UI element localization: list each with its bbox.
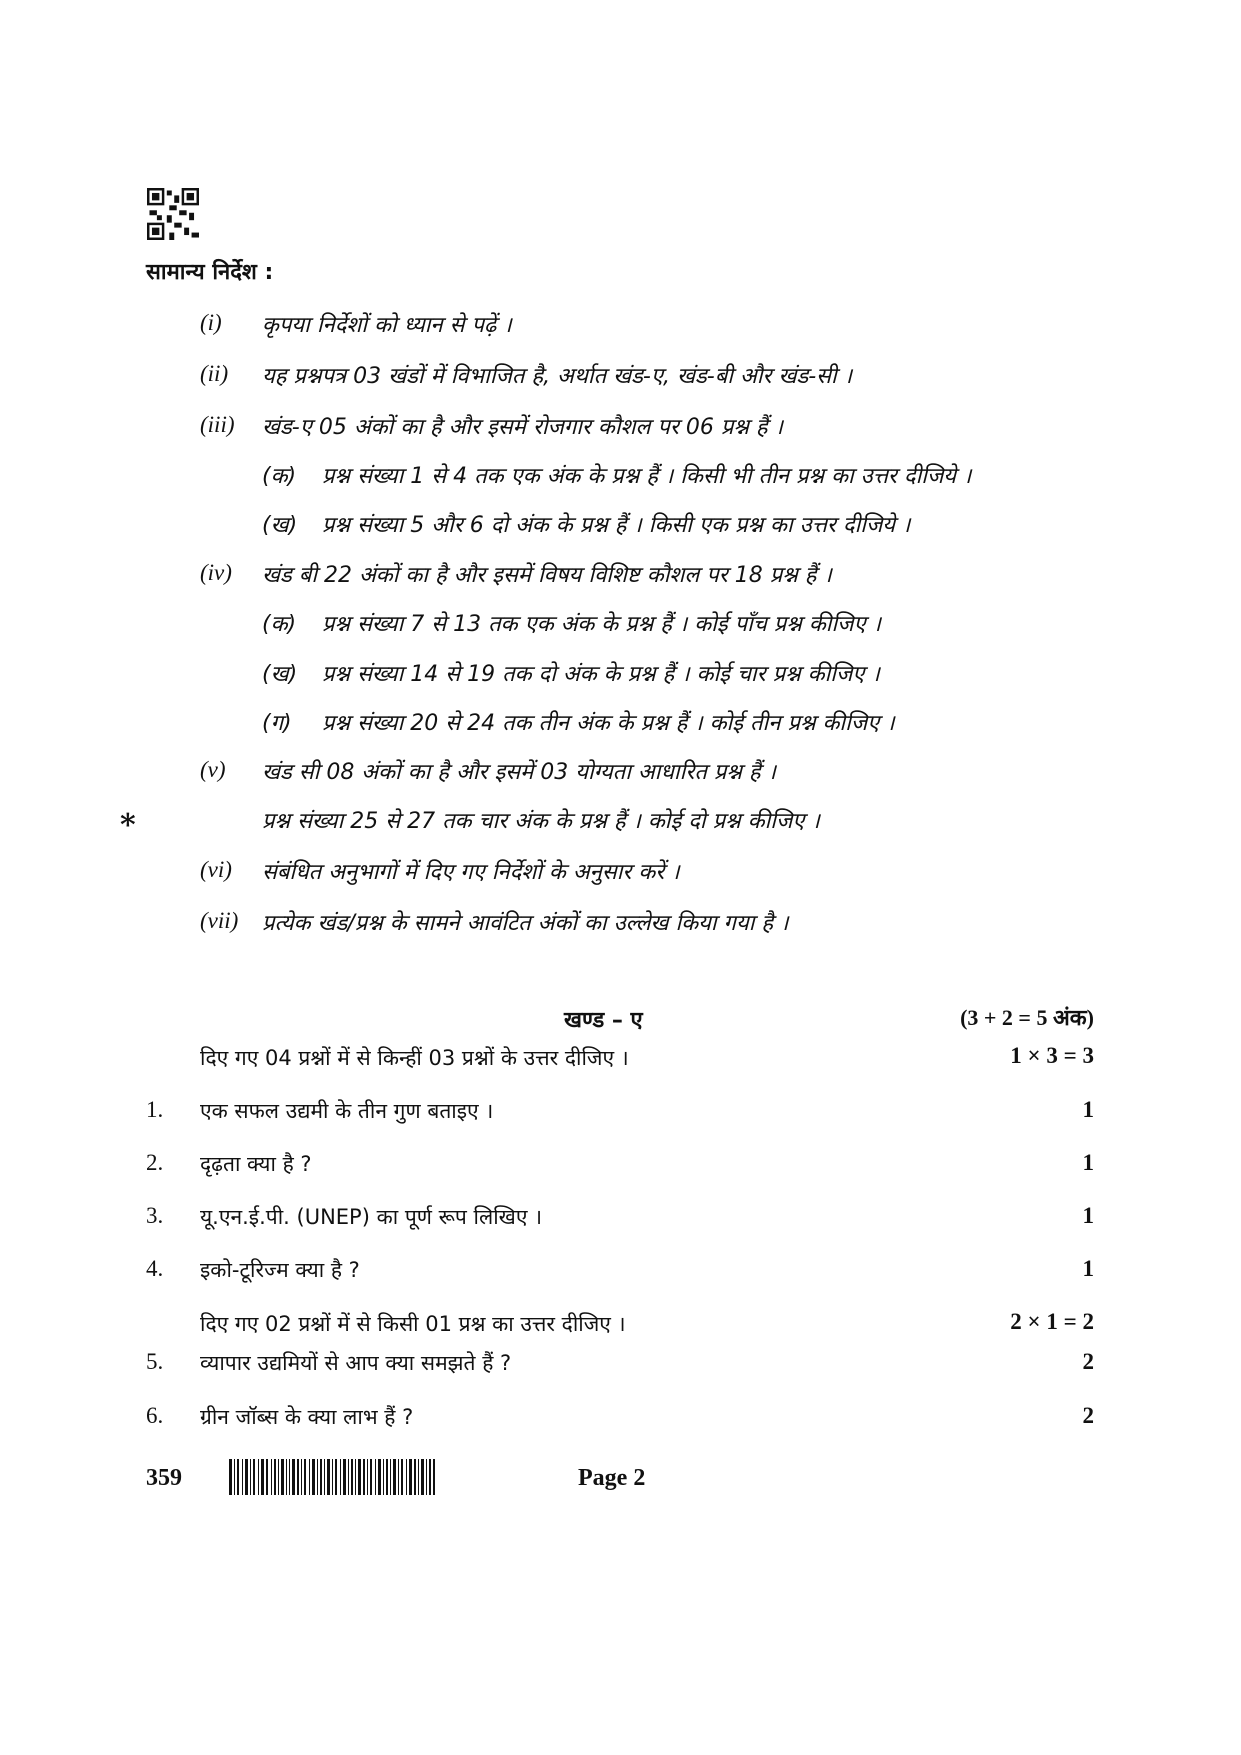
group-instruction: दिए गए 02 प्रश्नों में से किसी 01 प्रश्न का उत्तर दीजिए ।: [200, 1312, 626, 1336]
instruction-number: (ii): [200, 361, 229, 386]
instruction-text: प्रश्न संख्या 5 और 6 दो अंक के प्रश्न हैं । किसी एक प्रश्न का उत्तर दीजिये ।: [322, 513, 911, 538]
instruction-subnumber: (ग): [262, 711, 292, 736]
instruction-subnumber: (ख): [262, 513, 298, 538]
instruction-number: (i): [200, 310, 222, 335]
instruction-text: खंड-ए 05 अंकों का है और इसमें रोजगार कौशल पर 06 प्रश्न हैं ।: [262, 415, 783, 440]
instruction-text: प्रश्न संख्या 1 से 4 तक एक अंक के प्रश्न हैं । किसी भी तीन प्रश्न का उत्तर दीजिये ।: [322, 464, 972, 489]
section-a-marks: (3 + 2 = 5 अंक): [960, 1005, 1094, 1030]
instruction-text: कृपया निर्देशों को ध्यान से पढ़ें ।: [262, 313, 512, 338]
general-instructions-heading: सामान्य निर्देश :: [146, 260, 274, 285]
instruction-text: खंड सी 08 अंकों का है और इसमें 03 योग्यता आधारित प्रश्न हैं ।: [262, 760, 776, 785]
question-number: 4.: [146, 1256, 164, 1281]
question-text: यू.एन.ई.पी. (UNEP) का पूर्ण रूप लिखिए ।: [200, 1205, 543, 1229]
question-number: 1.: [146, 1097, 164, 1122]
question-number: 2.: [146, 1150, 164, 1175]
instruction-number: (v): [200, 757, 226, 782]
question-marks: 2: [1082, 1349, 1094, 1374]
question-text: ग्रीन जॉब्स के क्या लाभ हैं ?: [200, 1405, 414, 1429]
question-text: व्यापार उद्यमियों से आप क्या समझते हैं ?: [200, 1351, 512, 1375]
instruction-text: प्रश्न संख्या 14 से 19 तक दो अंक के प्रश्न हैं । कोई चार प्रश्न कीजिए ।: [322, 662, 880, 687]
instruction-text: प्रश्न संख्या 25 से 27 तक चार अंक के प्रश्न हैं । कोई दो प्रश्न कीजिए ।: [262, 809, 820, 834]
qr-code-icon: [147, 188, 199, 240]
group-instruction: दिए गए 04 प्रश्नों में से किन्हीं 03 प्रश्नों के उत्तर दीजिए ।: [200, 1046, 629, 1070]
instruction-text: खंड बी 22 अंकों का है और इसमें विषय विशिष्ट कौशल पर 18 प्रश्न हैं ।: [262, 563, 832, 588]
question-marks: 2: [1082, 1403, 1094, 1428]
instruction-text: प्रश्न संख्या 7 से 13 तक एक अंक के प्रश्न हैं । कोई पाँच प्रश्न कीजिए ।: [322, 612, 881, 637]
instruction-text: प्रत्येक खंड/प्रश्न के सामने आवंटित अंकों का उल्लेख किया गया है ।: [262, 911, 789, 936]
paper-code: 359: [146, 1465, 182, 1491]
question-marks: 1: [1082, 1203, 1094, 1228]
instruction-subnumber: (ख): [262, 662, 298, 687]
instruction-number: (vi): [200, 857, 232, 882]
section-a-title: खण्ड – ए: [564, 1008, 643, 1033]
page-number: Page 2: [578, 1465, 646, 1491]
barcode-icon: [229, 1459, 435, 1495]
instruction-subnumber: (क): [262, 612, 297, 637]
question-number: 6.: [146, 1403, 164, 1428]
instruction-number: (iii): [200, 412, 235, 437]
group-marks: 2 × 1 = 2: [1010, 1309, 1094, 1334]
question-text: इको-टूरिज्म क्या है ?: [200, 1258, 360, 1282]
instruction-text: यह प्रश्नपत्र 03 खंडों में विभाजित है, अर्थात खंड-ए, खंड-बी और खंड-सी ।: [262, 364, 853, 389]
instruction-subnumber: (क): [262, 464, 297, 489]
instruction-text: प्रश्न संख्या 20 से 24 तक तीन अंक के प्रश्न हैं । कोई तीन प्रश्न कीजिए ।: [322, 711, 895, 736]
question-text: एक सफल उद्यमी के तीन गुण बताइए ।: [200, 1099, 494, 1123]
question-marks: 1: [1082, 1097, 1094, 1122]
question-text: दृढ़ता क्या है ?: [200, 1152, 312, 1176]
question-marks: 1: [1082, 1256, 1094, 1281]
instruction-number: (iv): [200, 560, 232, 585]
instruction-text: संबंधित अनुभागों में दिए गए निर्देशों के अनुसार करें ।: [262, 860, 680, 885]
question-number: 3.: [146, 1203, 164, 1228]
margin-asterisk: *: [120, 808, 136, 843]
question-marks: 1: [1082, 1150, 1094, 1175]
instruction-number: (vii): [200, 908, 239, 933]
group-marks: 1 × 3 = 3: [1010, 1043, 1094, 1068]
question-number: 5.: [146, 1349, 164, 1374]
